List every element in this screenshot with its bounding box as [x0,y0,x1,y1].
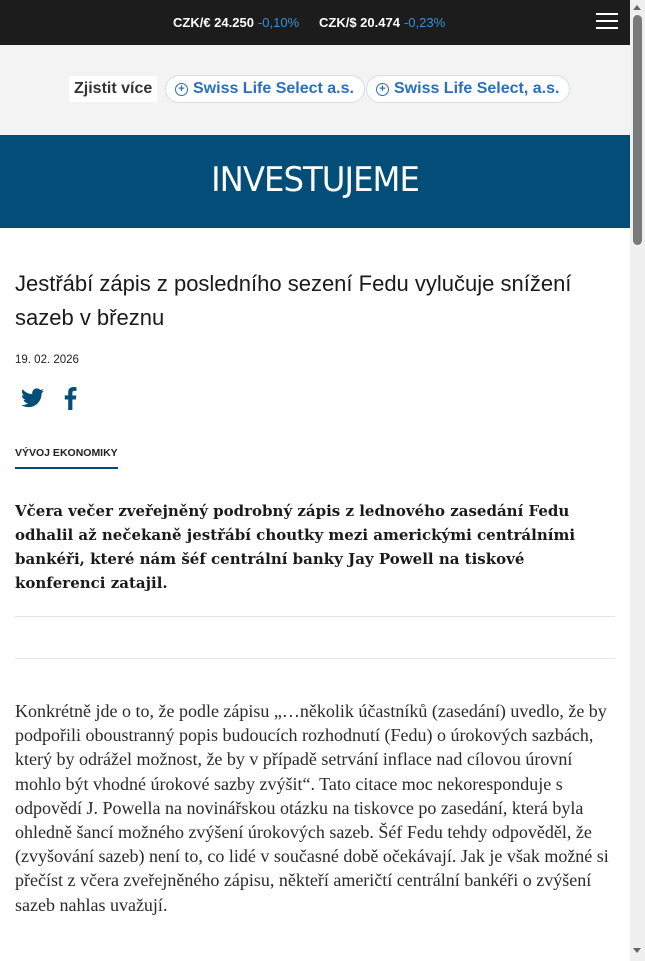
article-title: Jestřábí zápis z posledního sezení Fedu vylučuje snížení sazeb v březnu [15,271,572,330]
divider [15,616,615,617]
hamburger-icon[interactable] [596,13,618,33]
usd-rate-label: CZK/$ 20.474 [319,15,400,30]
twitter-icon[interactable] [21,387,44,409]
scroll-down-arrow-icon[interactable] [633,948,641,953]
plus-circle-icon: + [376,83,389,96]
sponsor-link-1-label: Swiss Life Select a.s. [193,80,354,97]
sponsor-link-2[interactable] [366,75,570,103]
eur-rate [173,15,299,30]
plus-circle-icon: + [175,83,188,96]
usd-rate [319,15,445,30]
article-paragraph: Konkrétně jde o to, že podle zápisu „…několik účastníků (zasedání) uvedlo, že by podpořili oboustranný popis budoucích rozhodnutí (Fedu) o úrokových sazbách, který by odrážel možnost, že by v případě setrvání inflace nad cílovou úrovní mohlo být vhodné úrokové sazby zvýšit“. Tato citace moc nekoresponduje s odpovědí J. Powella na novinářskou otázku na tiskovce po zasedání, která byla ohledně šancí možného zvýšení úrokových sazeb. Šéf Fedu tehdy odpověděl, že (zvyšování sazeb) není to, co lidé v současné době očekávají. Jak je však možné si přečíst z včera zveřejněného zápisu, někteří američtí centrální bankéři o zvýšení sazeb nahlas uvažují. [15,701,609,915]
divider [15,658,615,659]
eur-rate-change: -0,10% [257,15,300,30]
learn-more-label: Zjistit více [69,76,157,102]
scrollbar-thumb[interactable] [633,15,642,245]
article-date: 19. 02. 2026 [15,354,79,366]
sponsor-link-1[interactable] [165,75,365,103]
top-bar [0,0,630,45]
article-perex: Včera večer zveřejněný podrobný zápis z lednového zasedání Fedu odhalil až nečekaně jestřábí choutky mezi americkými centrálními bankéři, které nám šéf centrální banky Jay Powell na tiskové konferenci zatajil. [15,502,576,592]
usd-rate-change: -0,23% [403,15,446,30]
eur-rate-label: CZK/€ 24.250 [173,15,254,30]
facebook-icon[interactable] [64,387,77,410]
sponsor-link-2-label: Swiss Life Select, a.s. [394,80,560,97]
scroll-up-arrow-icon[interactable] [633,5,641,10]
site-logo[interactable]: INVESTUJEME [211,160,419,200]
category-link[interactable]: VÝVOJ EKONOMIKY [15,447,118,469]
